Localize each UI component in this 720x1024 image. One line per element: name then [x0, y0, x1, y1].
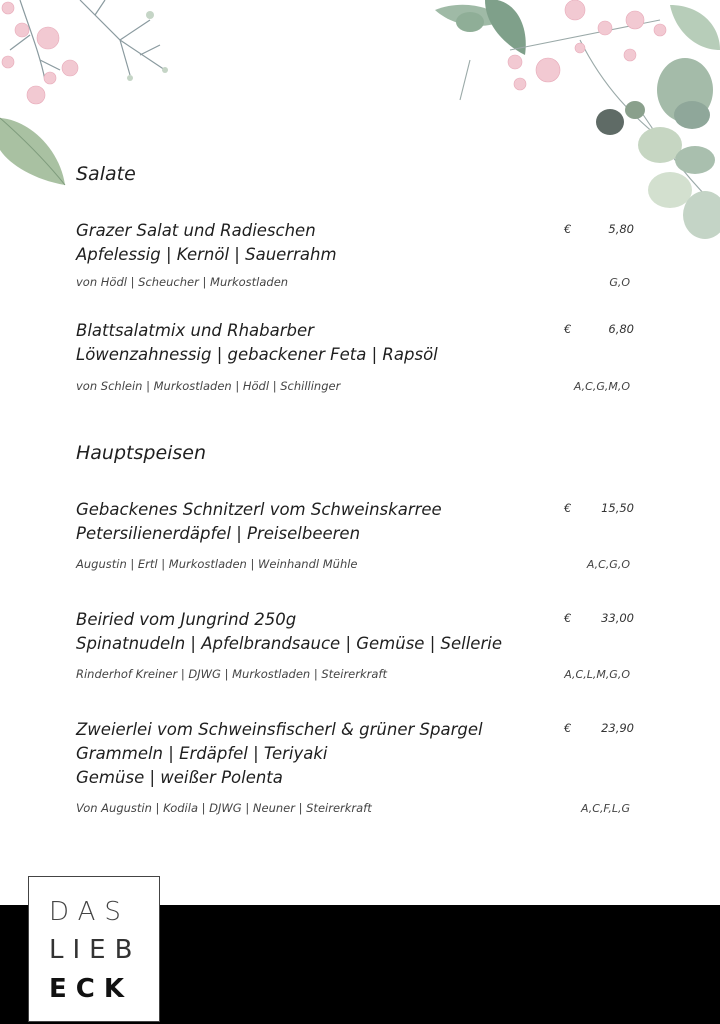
dish-item: [76, 219, 636, 289]
section-title-salate: Salate: [76, 163, 136, 185]
dish-description: Grammeln | Erdäpfel | Teriyaki: [76, 744, 328, 763]
currency-symbol: €: [564, 222, 572, 236]
dish-sources: Von Augustin | Kodila | DJWG | Neuner | Steirerkraft: [76, 801, 372, 815]
price-amount: 15,50: [601, 501, 634, 515]
floral-decoration-top-right: [430, 0, 720, 250]
dish-allergens: A,C,L,M,G,O: [564, 668, 630, 681]
dish-name: Blattsalatmix und Rhabarber: [76, 321, 314, 340]
dish-item: [76, 718, 636, 815]
currency-symbol: €: [564, 721, 572, 735]
currency-symbol: €: [564, 501, 572, 515]
dish-description: Apfelessig | Kernöl | Sauerrahm: [76, 245, 337, 264]
dish-sources: Rinderhof Kreiner | DJWG | Murkostladen | Steirerkraft: [76, 667, 387, 681]
dish-allergens: A,C,F,L,G: [581, 802, 630, 815]
dish-description: Petersilienerdäpfel | Preiselbeeren: [76, 524, 361, 543]
dish-description: Spinatnudeln | Apfelbrandsauce | Gemüse | Sellerie: [76, 634, 502, 653]
logo-line-3: ECK: [49, 974, 133, 1004]
price-amount: 33,00: [601, 611, 634, 625]
logo-line-2: LIEB: [49, 935, 142, 965]
dish-description: Gemüse | weißer Polenta: [76, 768, 283, 787]
currency-symbol: €: [564, 322, 572, 336]
dish-item: [76, 498, 636, 571]
dish-description: Löwenzahnessig | gebackener Feta | Rapsöl: [76, 345, 438, 364]
currency-symbol: €: [564, 611, 572, 625]
price-amount: 6,80: [608, 322, 634, 336]
dish-name: Zweierlei vom Schweinsfischerl & grüner Spargel: [76, 720, 483, 739]
price-amount: 23,90: [601, 721, 634, 735]
dish-sources: von Schlein | Murkostladen | Hödl | Schillinger: [76, 379, 341, 393]
brand-logo: [28, 876, 160, 1022]
dish-item: [76, 608, 636, 681]
dish-name: Grazer Salat und Radieschen: [76, 221, 316, 240]
dish-name: Gebackenes Schnitzerl vom Schweinskarree: [76, 500, 442, 519]
price-amount: 5,80: [608, 222, 634, 236]
dish-allergens: A,C,G,O: [586, 558, 630, 571]
dish-sources: Augustin | Ertl | Murkostladen | Weinhandl Mühle: [76, 557, 358, 571]
dish-sources: von Hödl | Scheucher | Murkostladen: [76, 275, 289, 289]
dish-item: [76, 319, 636, 393]
dish-name: Beiried vom Jungrind 250g: [76, 610, 297, 629]
dish-allergens: G,O: [609, 276, 630, 289]
dish-allergens: A,C,G,M,O: [573, 380, 630, 393]
section-title-hauptspeisen: Hauptspeisen: [76, 442, 207, 464]
logo-line-1: DAS: [49, 897, 130, 927]
